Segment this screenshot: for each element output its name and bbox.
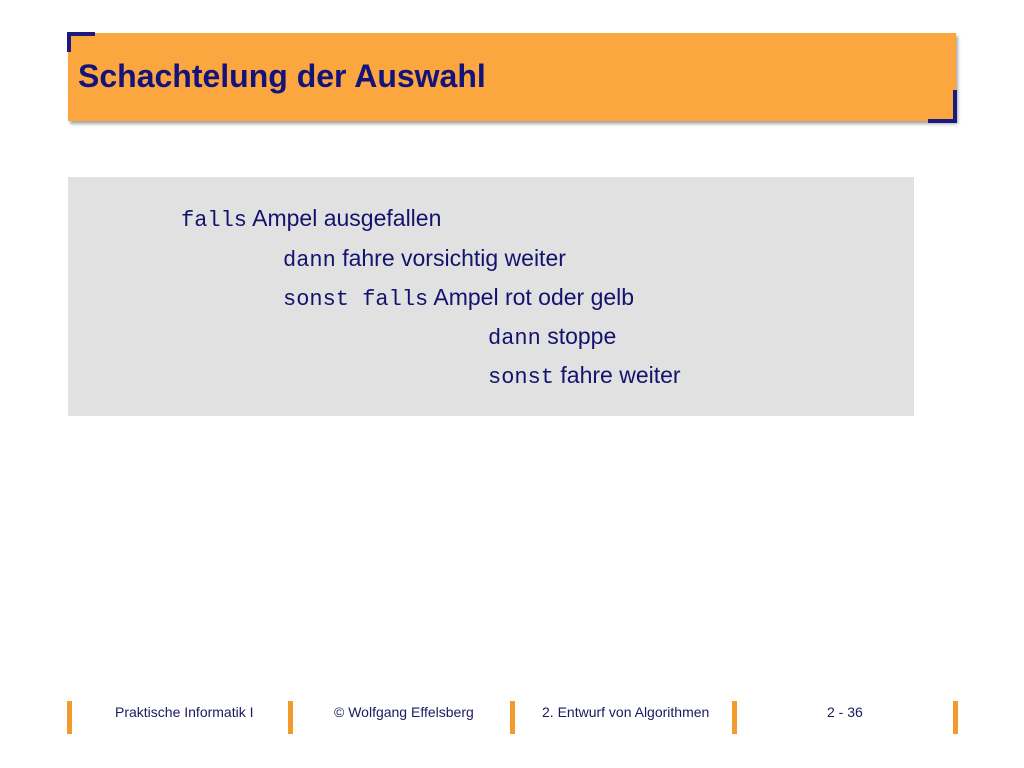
corner-bracket-top-left-vertical xyxy=(67,32,71,52)
footer-page-number: 2 - 36 xyxy=(827,704,863,720)
corner-bracket-bottom-right-vertical xyxy=(953,90,957,123)
code-line-3 xyxy=(283,286,634,311)
footer-course: Praktische Informatik I xyxy=(115,704,254,720)
code-text: Ampel ausgefallen xyxy=(247,205,442,231)
footer-divider xyxy=(953,701,958,734)
footer-copyright: © Wolfgang Effelsberg xyxy=(334,704,474,720)
keyword: sonst falls xyxy=(283,287,429,312)
slide-title: Schachtelung der Auswahl xyxy=(78,58,486,94)
footer-divider xyxy=(67,701,72,734)
keyword: falls xyxy=(181,208,248,233)
footer-divider xyxy=(510,701,515,734)
code-text: fahre vorsichtig weiter xyxy=(335,245,566,271)
footer-divider xyxy=(288,701,293,734)
keyword: dann xyxy=(488,326,541,351)
code-line-1 xyxy=(181,207,441,232)
keyword: sonst xyxy=(488,365,555,390)
code-text: Ampel rot oder gelb xyxy=(428,284,635,310)
code-line-2 xyxy=(283,247,566,272)
code-text: fahre weiter xyxy=(554,362,681,388)
footer-divider xyxy=(732,701,737,734)
keyword: dann xyxy=(283,248,336,273)
code-line-5 xyxy=(488,364,681,389)
footer-chapter: 2. Entwurf von Algorithmen xyxy=(542,704,710,720)
corner-bracket-top-left xyxy=(67,32,95,36)
code-line-4 xyxy=(488,325,616,350)
code-text: stoppe xyxy=(540,323,617,349)
